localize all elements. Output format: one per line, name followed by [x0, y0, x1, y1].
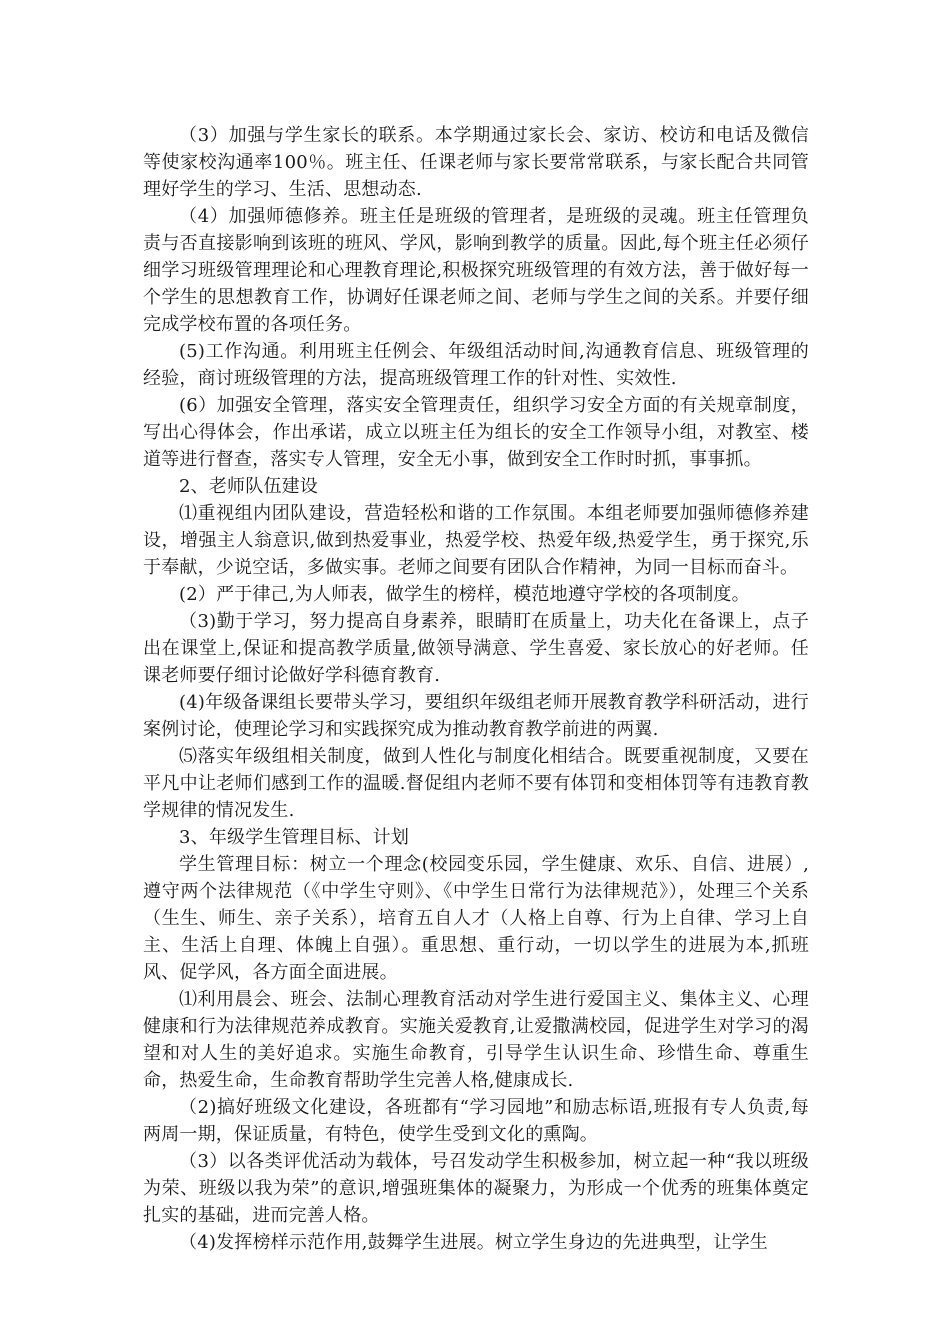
- section-heading-teacher-team: 2、老师队伍建设: [179, 476, 319, 497]
- paragraph-safety-management: (6）加强安全管理，落实安全管理责任，组织学习安全方面的有关规章制度，写出心得体会，作出承诺，成立以班主任为组长的安全工作领导小组，对教室、楼道等进行督查，落实专人管理，安全无小事，做到安全工作时时抓，事事抓。: [143, 395, 809, 470]
- paragraph-lesson-group: (4)年级备课组长要带头学习，要组织年级组老师开展教育教学科研活动，进行案例讨论，使理论学习和实践探究成为推动教育教学前进的两翼.: [143, 692, 809, 740]
- paragraph-morning-meetings: ⑴利用晨会、班会、法制心理教育活动对学生进行爱国主义、集体主义、心理健康和行为法律规范养成教育。实施关爱教育,让爱撒满校园，促进学生对学习的渴望和对人生的美好追求。实施生命教育，引导学生认识生命、珍惜生命、尊重生命，热爱生命，生命教育帮助学生完善人格,健康成长.: [143, 989, 809, 1091]
- paragraph-management-goals: 学生管理目标：树立一个理念(校园变乐园，学生健康、欢乐、自信、进展）,遵守两个法律规范（《中学生守则》、《中学生日常行为法律规范》），处理三个关系（生生、师生、亲子关系），培育五自人才（人格上自尊、行为上自律、学习上自主、生活上自理、体魄上自强）。重思想、重行动，一切以学生的进展为本,抓班风、促学风，各方面全面进展。: [143, 854, 809, 983]
- paragraph-class-culture: （2)搞好班级文化建设，各班都有“学习园地”和励志标语,班报有专人负责,每两周一期，保证质量，有特色，使学生受到文化的熏陶。: [143, 1097, 809, 1145]
- paragraph-teacher-ethics: （4）加强师德修养。班主任是班级的管理者，是班级的灵魂。班主任管理负责与否直接影响到该班的班风、学风，影响到教学的质量。因此,每个班主任必须仔细学习班级管理理论和心理教育理论,积极探究班级管理的有效方法，善于做好每一个学生的思想教育工作，协调好任课老师之间、老师与学生之间的关系。并要仔细完成学校布置的各项任务。: [143, 206, 809, 335]
- paragraph-role-models: （4)发挥榜样示范作用,鼓舞学生进展。树立学生身边的先进典型，让学生: [179, 1232, 768, 1253]
- document-body: [143, 122, 809, 1256]
- paragraph-evaluation-activities: （3）以各类评优活动为载体，号召发动学生积极参加，树立起一种“我以班级为荣、班级以我为荣”的意识,增强班集体的凝聚力，为形成一个优秀的班集体奠定扎实的基础，进而完善人格。: [143, 1151, 809, 1226]
- paragraph-group-system: ⑸落实年级组相关制度，做到人性化与制度化相结合。既要重视制度，又要在平凡中让老师们感到工作的温暖.督促组内老师不要有体罚和变相体罚等有违教育教学规律的情况发生.: [143, 746, 809, 821]
- paragraph-team-building: ⑴重视组内团队建设，营造轻松和谐的工作氛围。本组老师要加强师德修养建设，增强主人翁意识,做到热爱事业，热爱学校、热爱年级,热爱学生，勇于探究,乐于奉献，少说空话，多做实事。老师之间要有团队合作精神，为同一目标而奋斗。: [143, 503, 809, 578]
- paragraph-parent-contact: （3）加强与学生家长的联系。本学期通过家长会、家访、校访和电话及微信等使家校沟通率100％。班主任、任课老师与家长要常常联系，与家长配合共同管理好学生的学习、生活、思想动态.: [143, 125, 809, 200]
- paragraph-diligent-study: （3)勤于学习，努力提高自身素养，眼睛盯在质量上，功夫化在备课上，点子出在课堂上,保证和提高教学质量,做领导满意、学生喜爱、家长放心的好老师。任课老师要仔细讨论做好学科德育教育.: [143, 611, 809, 686]
- paragraph-work-communication: (5)工作沟通。利用班主任例会、年级组活动时间,沟通教育信息、班级管理的经验，商讨班级管理的方法，提高班级管理工作的针对性、实效性.: [143, 341, 809, 389]
- paragraph-self-discipline: (2）严于律己,为人师表，做学生的榜样，模范地遵守学校的各项制度。: [179, 584, 750, 605]
- section-heading-student-management: 3、年级学生管理目标、计划: [179, 827, 410, 848]
